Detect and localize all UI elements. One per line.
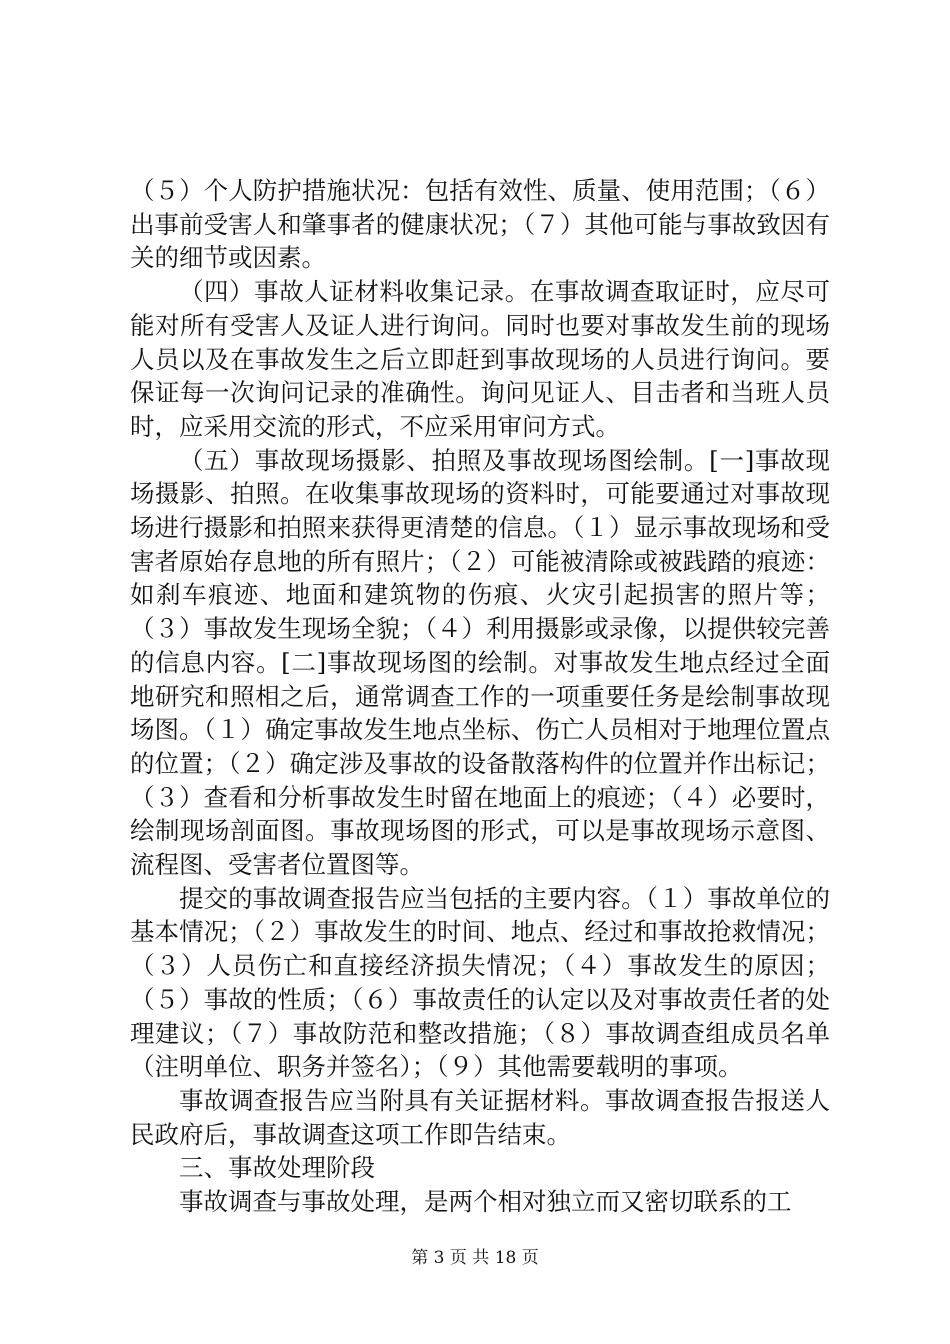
paragraph-scene-photography: （五）事故现场摄影、拍照及事故现场图绘制。[一]事故现场摄影、拍照。在收集事故现场的资料时，可能要通过对事故现场进行摄影和拍照来获得更清楚的信息。（１）显示事故现场和受害者原始存息地的所有照片；（２）可能被清除或被践踏的痕迹：如刹车痕迹、地面和建筑物的伤痕、火灾引起损害的照片等；（３）事故发生现场全貌；（４）利用摄影或录像，以提供较完善的信息内容。[二]事故现场图的绘制。对事故发生地点经过全面地研究和照相之后，通常调查工作的一项重要任务是绘制事故现场图。（１）确定事故发生地点坐标、伤亡人员相对于地理位置点的位置；（２）确定涉及事故的设备散落构件的位置并作出标记；（３）查看和分析事故发生时留在地面上的痕迹；（４）必要时，绘制现场剖面图。事故现场图的形式，可以是事故现场示意图、流程图、受害者位置图等。	[130, 445, 830, 880]
section-heading-accident-handling: 三、事故处理阶段	[179, 1153, 375, 1183]
paragraph-report-contents: 提交的事故调查报告应当包括的主要内容。（１）事故单位的基本情况；（２）事故发生的时间、地点、经过和事故抢救情况；（３）人员伤亡和直接经济损失情况；（４）事故发生的原因；（５）事故的性质；（６）事故责任的认定以及对事故责任者的处理建议；（７）事故防范和整改措施；（８）事故调查组成员名单（注明单位、职务并签名）；（９）其他需要载明的事项。	[130, 883, 830, 1082]
paragraph-personal-protection: （５）个人防护措施状况：包括有效性、质量、使用范围；（６）出事前受害人和肇事者的健康状况；（７）其他可能与事故致因有关的细节或因素。	[130, 176, 830, 273]
document-body	[130, 174, 830, 1219]
paragraph-witness-records: （四）事故人证材料收集记录。在事故调查取证时，应尽可能对所有受害人及证人进行询问。同时也要对事故发生前的现场人员以及在事故发生之后立即赶到事故现场的人员进行询问。要保证每一次询问记录的准确性。询问见证人、目击者和当班人员时，应采用交流的形式，不应采用审问方式。	[130, 277, 830, 441]
page-footer: 第 3 页 共 18 页	[411, 1248, 539, 1268]
paragraph-report-evidence: 事故调查报告应当附具有关证据材料。事故调查报告报送人民政府后，事故调查这项工作即告结束。	[130, 1085, 830, 1149]
paragraph-investigation-handling: 事故调查与事故处理，是两个相对独立而又密切联系的工	[179, 1187, 792, 1217]
